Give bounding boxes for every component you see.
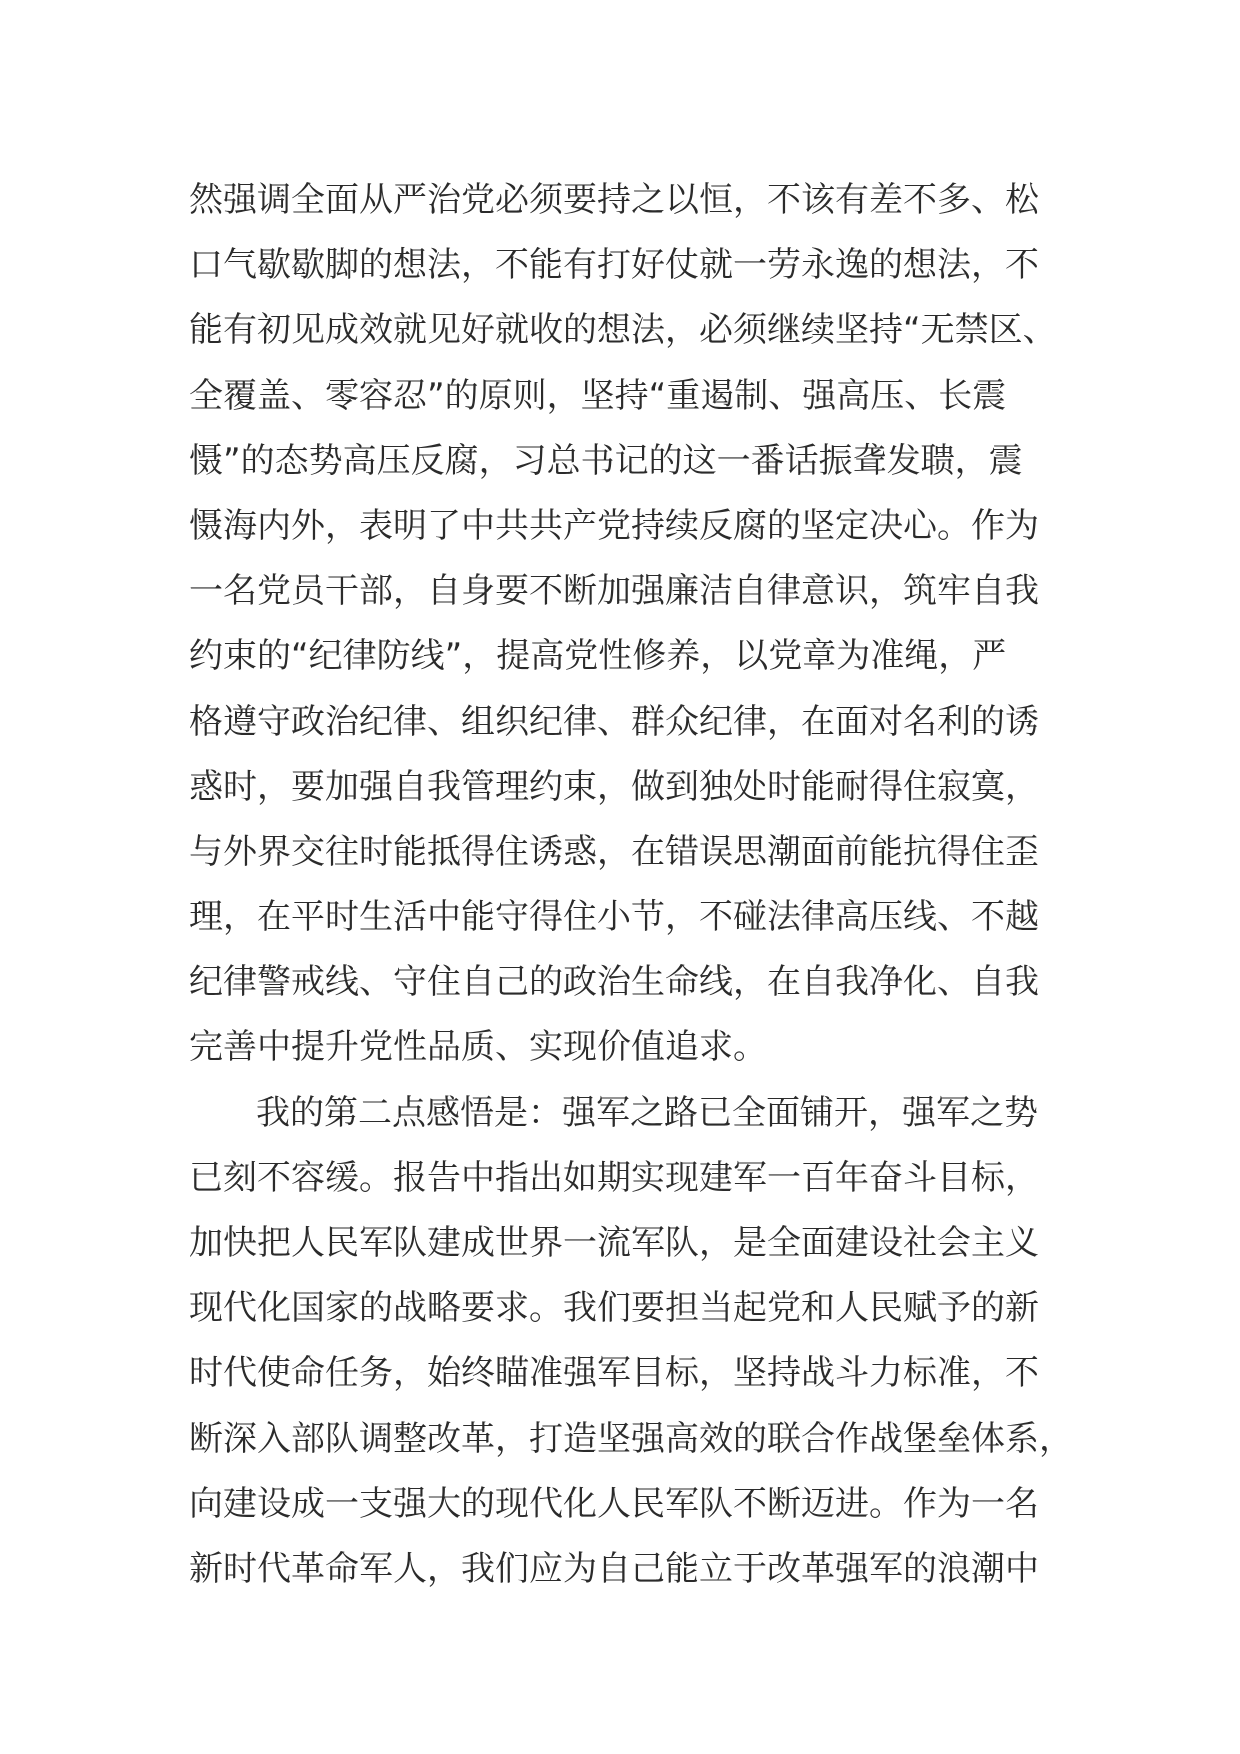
text-line: 慑海内外，表明了中共共产党持续反腐的坚定决心。作为 bbox=[189, 505, 1039, 546]
text-line: 纪律警戒线、守住自己的政治生命线，在自我净化、自我 bbox=[189, 962, 1039, 1003]
text-line: 然强调全面从严治党必须要持之以恒，不该有差不多、松 bbox=[189, 180, 1039, 220]
body-text bbox=[189, 168, 1073, 1602]
paragraph-1 bbox=[189, 168, 1069, 1081]
text-line: 断深入部队调整改革，打造坚强高效的联合作战堡垒体系， bbox=[189, 1418, 1073, 1459]
text-line: 完善中提升党性品质、实现价值追求。 bbox=[189, 1027, 767, 1068]
text-line: 口气歇歇脚的想法，不能有打好仗就一劳永逸的想法，不 bbox=[189, 245, 1039, 286]
text-line: 与外界交往时能抵得住诱惑，在错误思潮面前能抗得住歪 bbox=[189, 831, 1039, 872]
text-line: 现代化国家的战略要求。我们要担当起党和人民赋予的新 bbox=[189, 1288, 1039, 1329]
text-line: 理，在平时生活中能守得住小节，不碰法律高压线、不越 bbox=[189, 897, 1039, 938]
text-line: 新时代革命军人，我们应为自己能立于改革强军的浪潮中 bbox=[189, 1548, 1039, 1589]
text-line: 一名党员干部，自身要不断加强廉洁自律意识，筑牢自我 bbox=[189, 571, 1039, 612]
text-line: 全覆盖、零容忍”的原则，坚持“重遏制、强高压、长震 bbox=[189, 375, 1007, 416]
text-line: 加快把人民军队建成世界一流军队，是全面建设社会主义 bbox=[189, 1223, 1039, 1263]
text-line: 惑时，要加强自我管理约束，做到独处时能耐得住寂寞， bbox=[189, 766, 1039, 807]
text-line: 时代使命任务，始终瞄准强军目标，坚持战斗力标准，不 bbox=[189, 1353, 1039, 1394]
text-line: 能有初见成效就见好就收的想法，必须继续坚持“无禁区、 bbox=[189, 310, 1057, 351]
paragraph-2 bbox=[189, 1081, 1073, 1603]
text-line: 向建设成一支强大的现代化人民军队不断迈进。作为一名 bbox=[189, 1483, 1039, 1524]
text-line: 约束的“纪律防线”，提高党性修养，以党章为准绳，严 bbox=[189, 636, 1007, 677]
text-line: 慑”的态势高压反腐，习总书记的这一番话振聋发聩，震 bbox=[189, 440, 1023, 481]
text-line: 格遵守政治纪律、组织纪律、群众纪律，在面对名利的诱 bbox=[189, 701, 1039, 742]
text-line-indented: 我的第二点感悟是：强军之路已全面铺开，强军之势 bbox=[256, 1092, 1038, 1133]
text-line: 已刻不容缓。报告中指出如期实现建军一百年奋斗目标， bbox=[189, 1157, 1039, 1198]
